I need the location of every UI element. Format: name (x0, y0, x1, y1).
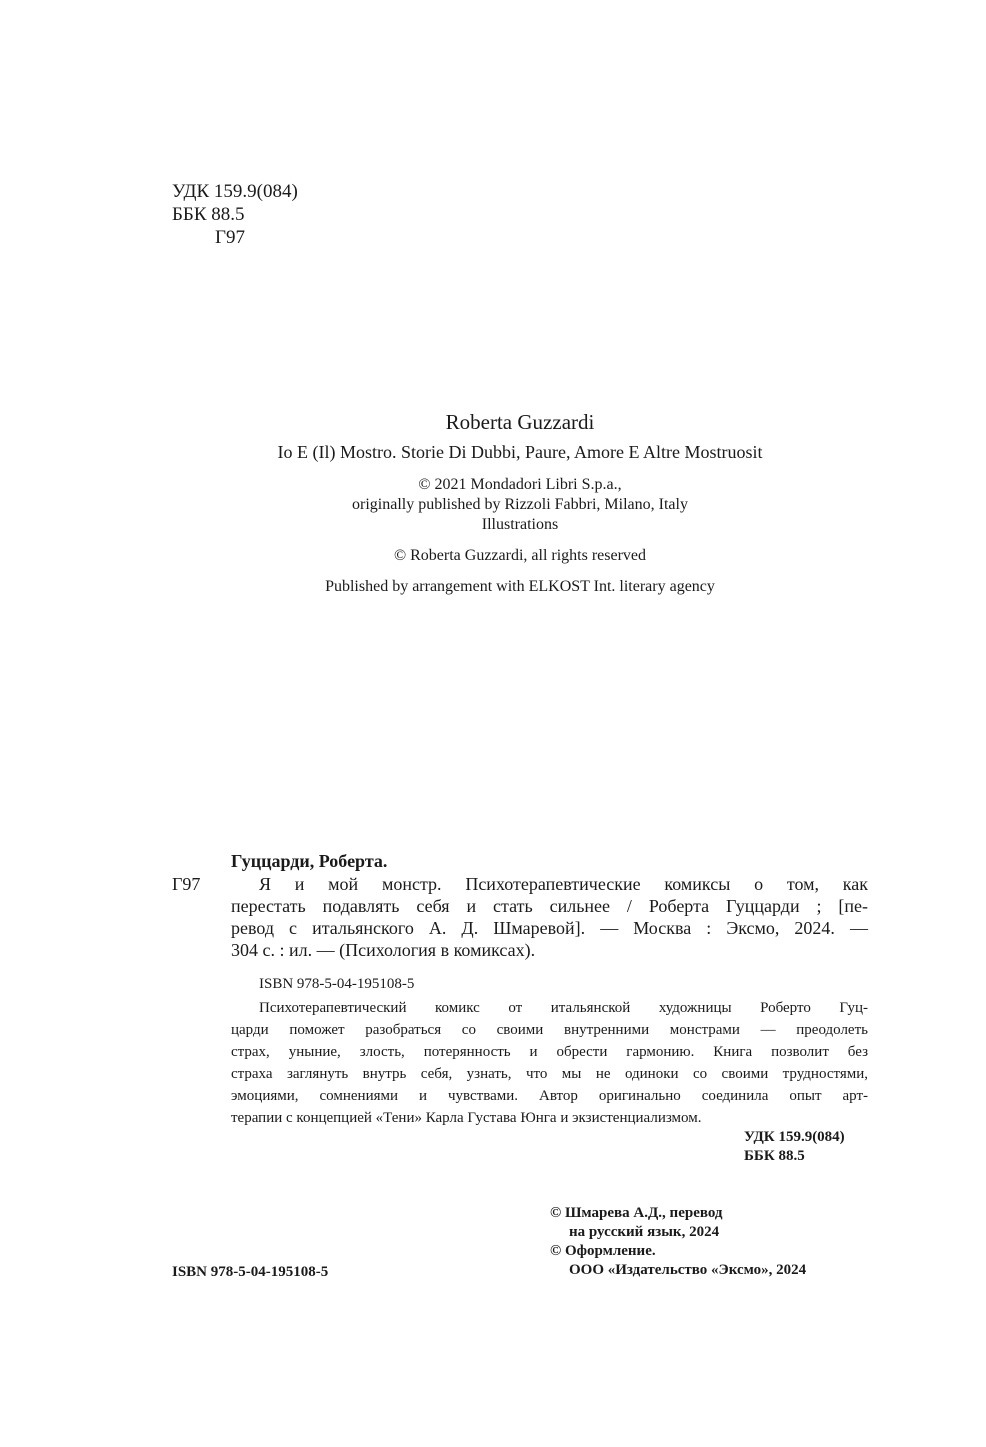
original-edition-block (172, 408, 868, 597)
annotation-line: царди поможет разобраться со своими внутренними монстрами — преодолеть (231, 1022, 868, 1038)
annotation-line: терапии с концепцией «Тени» Карла Густава Юнга и экзистенциализмом. (231, 1110, 702, 1126)
copyright-line: © 2021 Mondadori Libri S.p.a., (418, 476, 622, 493)
udk-code: УДК 159.9(084) (172, 181, 298, 202)
original-author: Roberta Guzzardi (445, 410, 595, 434)
copyright-line: originally published by Rizzoli Fabbri, Milano, Italy (352, 496, 688, 513)
description-line: ревод с итальянского А. Д. Шмаревой]. — Москва : Эксмо, 2024. — (231, 918, 868, 938)
publisher-copyright: ООО «Издательство «Эксмо», 2024 (569, 1262, 807, 1278)
top-classification (172, 180, 298, 249)
annotation-line: эмоциями, сомнениями и чувствами. Автор оригинально соединила опыт арт- (231, 1088, 868, 1104)
annotation-line: Психотерапевтический комикс от итальянской художницы Роберто Гуц- (259, 1000, 868, 1016)
annotation-line: страх, уныние, злость, потерянность и обрести гармонию. Книга позволит без (231, 1044, 868, 1060)
catalog-description (231, 873, 868, 961)
published-by: Published by arrangement with ELKOST Int. literary agency (325, 578, 715, 595)
description-line: Я и мой монстр. Психотерапевтические комиксы о том, как (259, 874, 868, 894)
catalog-author-heading: Гуццарди, Роберта. (231, 851, 388, 871)
illustrations-copyright: © Roberta Guzzardi, all rights reserved (393, 547, 647, 564)
bottom-copyright (550, 1204, 806, 1280)
original-title: Io E (Il) Mostro. Storie Di Dubbi, Paure, Amore E Altre Mostruosit (277, 442, 763, 462)
copyright-line: Illustrations (481, 516, 559, 533)
description-line: 304 с. : ил. — (Психология в комиксах). (231, 940, 536, 960)
annotation-line: страха заглянуть внутрь себя, узнать, что мы не одиноки со своими трудностями, (231, 1066, 868, 1082)
catalog-author-code: Г97 (172, 874, 201, 894)
catalog-annotation (231, 997, 868, 1129)
translation-copyright: © Шмарева А.Д., перевод (550, 1205, 723, 1221)
design-copyright: © Оформление. (550, 1243, 656, 1259)
bottom-isbn: ISBN 978-5-04-195108-5 (172, 1264, 329, 1280)
translation-copyright-cont: на русский язык, 2024 (569, 1224, 720, 1240)
catalog-udk: УДК 159.9(084) (744, 1129, 845, 1145)
catalog-bbk: ББК 88.5 (744, 1148, 805, 1164)
catalog-isbn: ISBN 978-5-04-195108-5 (259, 976, 415, 992)
catalog-classification (744, 1128, 845, 1166)
bbk-code: ББК 88.5 (172, 204, 245, 225)
author-code: Г97 (215, 227, 245, 248)
description-line: перестать подавлять себя и стать сильнее / Роберта Гуццарди ; [пе- (231, 896, 868, 916)
